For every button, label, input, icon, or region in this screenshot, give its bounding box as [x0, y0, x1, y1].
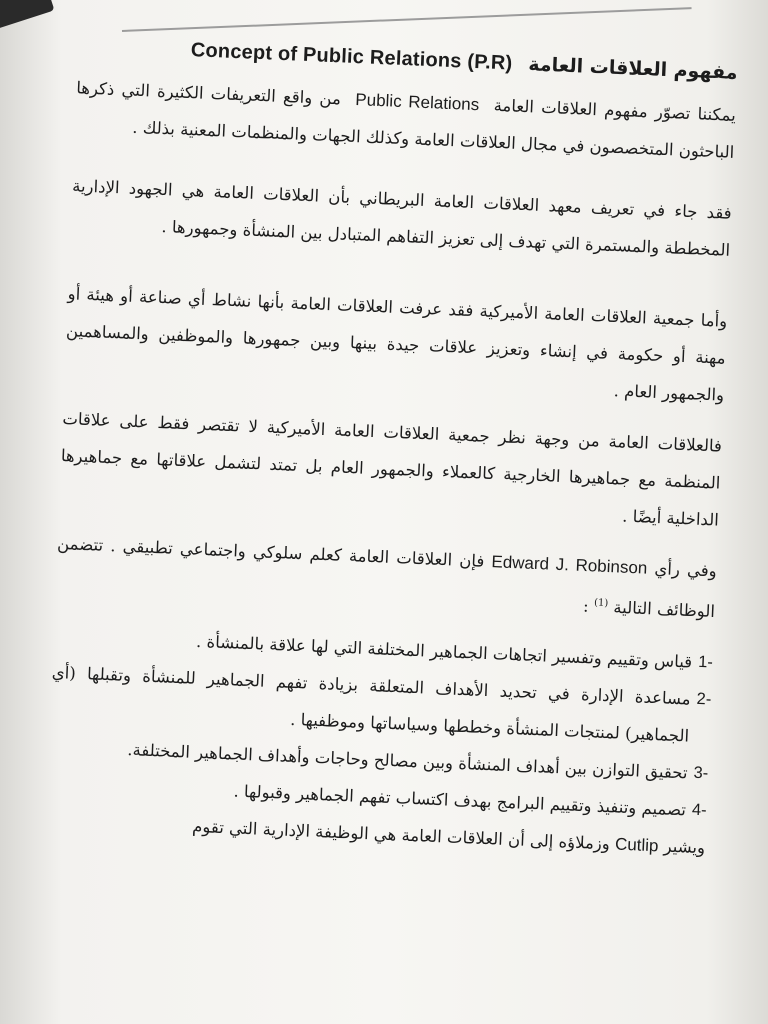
list-item-number: 2-: [696, 689, 712, 708]
list-item-number: 3-: [693, 763, 709, 782]
page-content: [45, 34, 738, 865]
title-arabic: مفهوم العلاقات العامة: [527, 53, 738, 84]
paragraph-american-definition: وأما جمعية العلاقات العامة الأميركية فقد عرفت العلاقات العامة بأنها نشاط أي صناعة أو هيئة أو مهنة أو حكومة في إنشاء وتعزيز علاقات جيدة بينها وبين جمهورها والموظفين والمساهمين والجمهور العام .: [65, 284, 728, 405]
list-item-text: قياس وتقييم وتفسير اتجاهات الجماهير المختلفة التي لها علاقة بالمنشأة .: [195, 631, 693, 672]
header-rule: [122, 7, 692, 32]
paragraph-scope: فالعلاقات العامة من وجهة نظر جمعية العلاقات العامة الأميركية لا تقتصر فقط على علاقات المنظمة مع جماهيرها الخارجية كالعملاء والجمهور العام بل تمتد لتشمل علاقاتها مع جماهيرها الداخلية أيضًا .: [60, 409, 723, 530]
robinson-colon: :: [582, 596, 590, 616]
footnote-marker: (1): [593, 597, 609, 610]
title-english: Concept of Public Relations (P.R): [190, 39, 513, 75]
robinson-text-before: وفي رأي: [654, 558, 718, 581]
intro-text-after: من واقع التعريفات الكثيرة التي ذكرها الباحثون المتخصصون في مجال العلاقات العامة وكذلك الجهات والمنظمات المعنية بذلك .: [75, 78, 735, 162]
scan-corner-shadow: [0, 0, 54, 32]
robinson-text-after: فإن العلاقات العامة كعلم سلوكي واجتماعي تطبيقي . تتضمن الوظائف التالية: [56, 533, 716, 622]
list-item-number: 1-: [697, 652, 714, 671]
list-item-text: مساعدة الإدارة في تحديد الأهداف المتعلقة بزيادة تفهم الجماهير للمنشأة وتقبلها (أي الجماهير) لمنتجات المنشأة وخططها وسياساتها وموظفيها .: [51, 662, 692, 746]
list-item-number: 4-: [691, 800, 708, 819]
robinson-name: Edward J. Robinson: [491, 552, 648, 578]
list-item-text: تصميم وتنفيذ وتقييم البرامج بهدف اكتساب تفهم الجماهير وقبولها .: [233, 781, 687, 819]
functions-list: [46, 616, 713, 828]
cutlip-name: Cutlip: [614, 834, 659, 855]
cutlip-text-after: وزملاؤه إلى أن العلاقات العامة هي الوظيفة الإدارية التي تقوم: [191, 816, 611, 853]
list-item-text: تحقيق التوازن بين أهداف المنشأة وبين مصالح وحاجات وأهداف الجماهير المختلفة.: [126, 739, 688, 783]
intro-latin-term: Public Relations: [355, 90, 480, 115]
intro-text-before: يمكننا تصوّر مفهوم العلاقات العامة: [493, 95, 737, 125]
paragraph-british-definition: فقد جاء في تعريف معهد العلاقات العامة البريطاني بأن العلاقات العامة هي الجهود الإدارية المخططة والمستمرة التي تهدف إلى تعزيز التفاهم المتبادل بين المنشأة وجمهورها .: [71, 176, 733, 260]
cutlip-text-before: ويشير: [663, 836, 706, 857]
